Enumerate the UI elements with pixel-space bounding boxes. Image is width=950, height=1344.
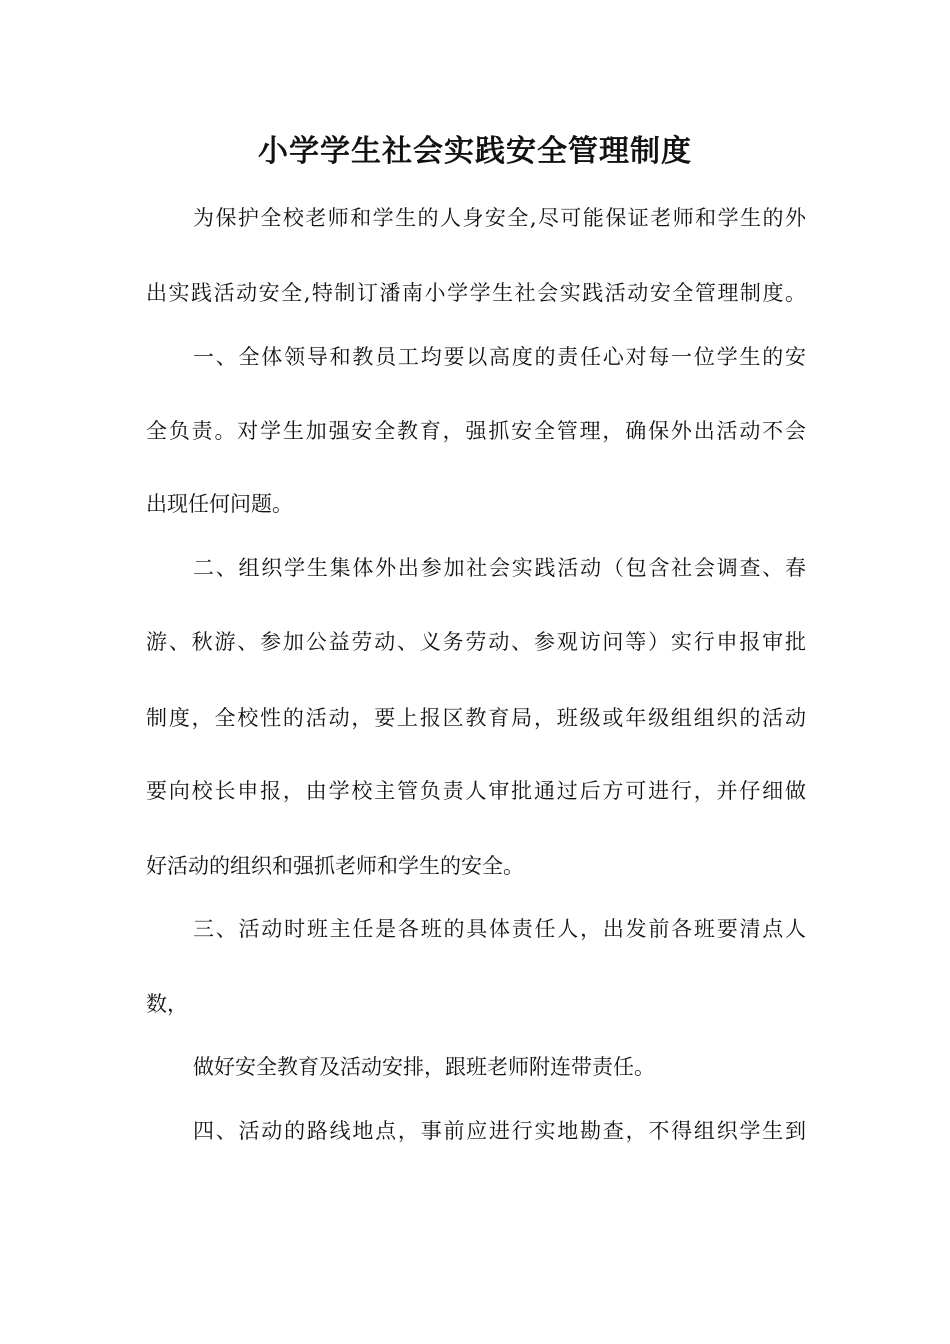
- paragraph-2-line-1: 一、全体领导和教员工均要以高度的责任心对每一位学生的安: [193, 345, 806, 369]
- paragraph-1-line-1: 为保护全校老师和学生的人身安全,尽可能保证老师和学生的外: [193, 206, 806, 230]
- paragraph-2-line-2: 全负责。对学生加强安全教育，强抓安全管理，确保外出活动不会: [146, 419, 806, 443]
- document-title: 小学学生社会实践安全管理制度: [258, 134, 692, 169]
- paragraph-4-line-1: 三、活动时班主任是各班的具体责任人，出发前各班要清点人: [193, 917, 806, 941]
- paragraph-3-line-2: 游、秋游、参加公益劳动、义务劳动、参观访问等）实行申报审批: [146, 630, 806, 654]
- paragraph-5-line-1: 四、活动的路线地点，事前应进行实地勘查，不得组织学生到: [193, 1119, 806, 1143]
- paragraph-3-line-5: 好活动的组织和强抓老师和学生的安全。: [146, 854, 524, 878]
- paragraph-4-line-2: 数，: [146, 992, 188, 1016]
- paragraph-3-line-4: 要向校长申报，由学校主管负责人审批通过后方可进行，并仔细做: [146, 779, 806, 803]
- paragraph-2-line-3: 出现任何问题。: [146, 492, 293, 516]
- paragraph-1-line-2: 出实践活动安全,特制订潘南小学学生社会实践活动安全管理制度。: [146, 281, 806, 305]
- paragraph-3-line-3: 制度，全校性的活动，要上报区教育局，班级或年级组组织的活动: [146, 706, 806, 730]
- paragraph-4-line-3: 做好安全教育及活动安排，跟班老师附连带责任。: [193, 1055, 655, 1079]
- paragraph-3-line-1: 二、组织学生集体外出参加社会实践活动（包含社会调查、春: [193, 556, 806, 580]
